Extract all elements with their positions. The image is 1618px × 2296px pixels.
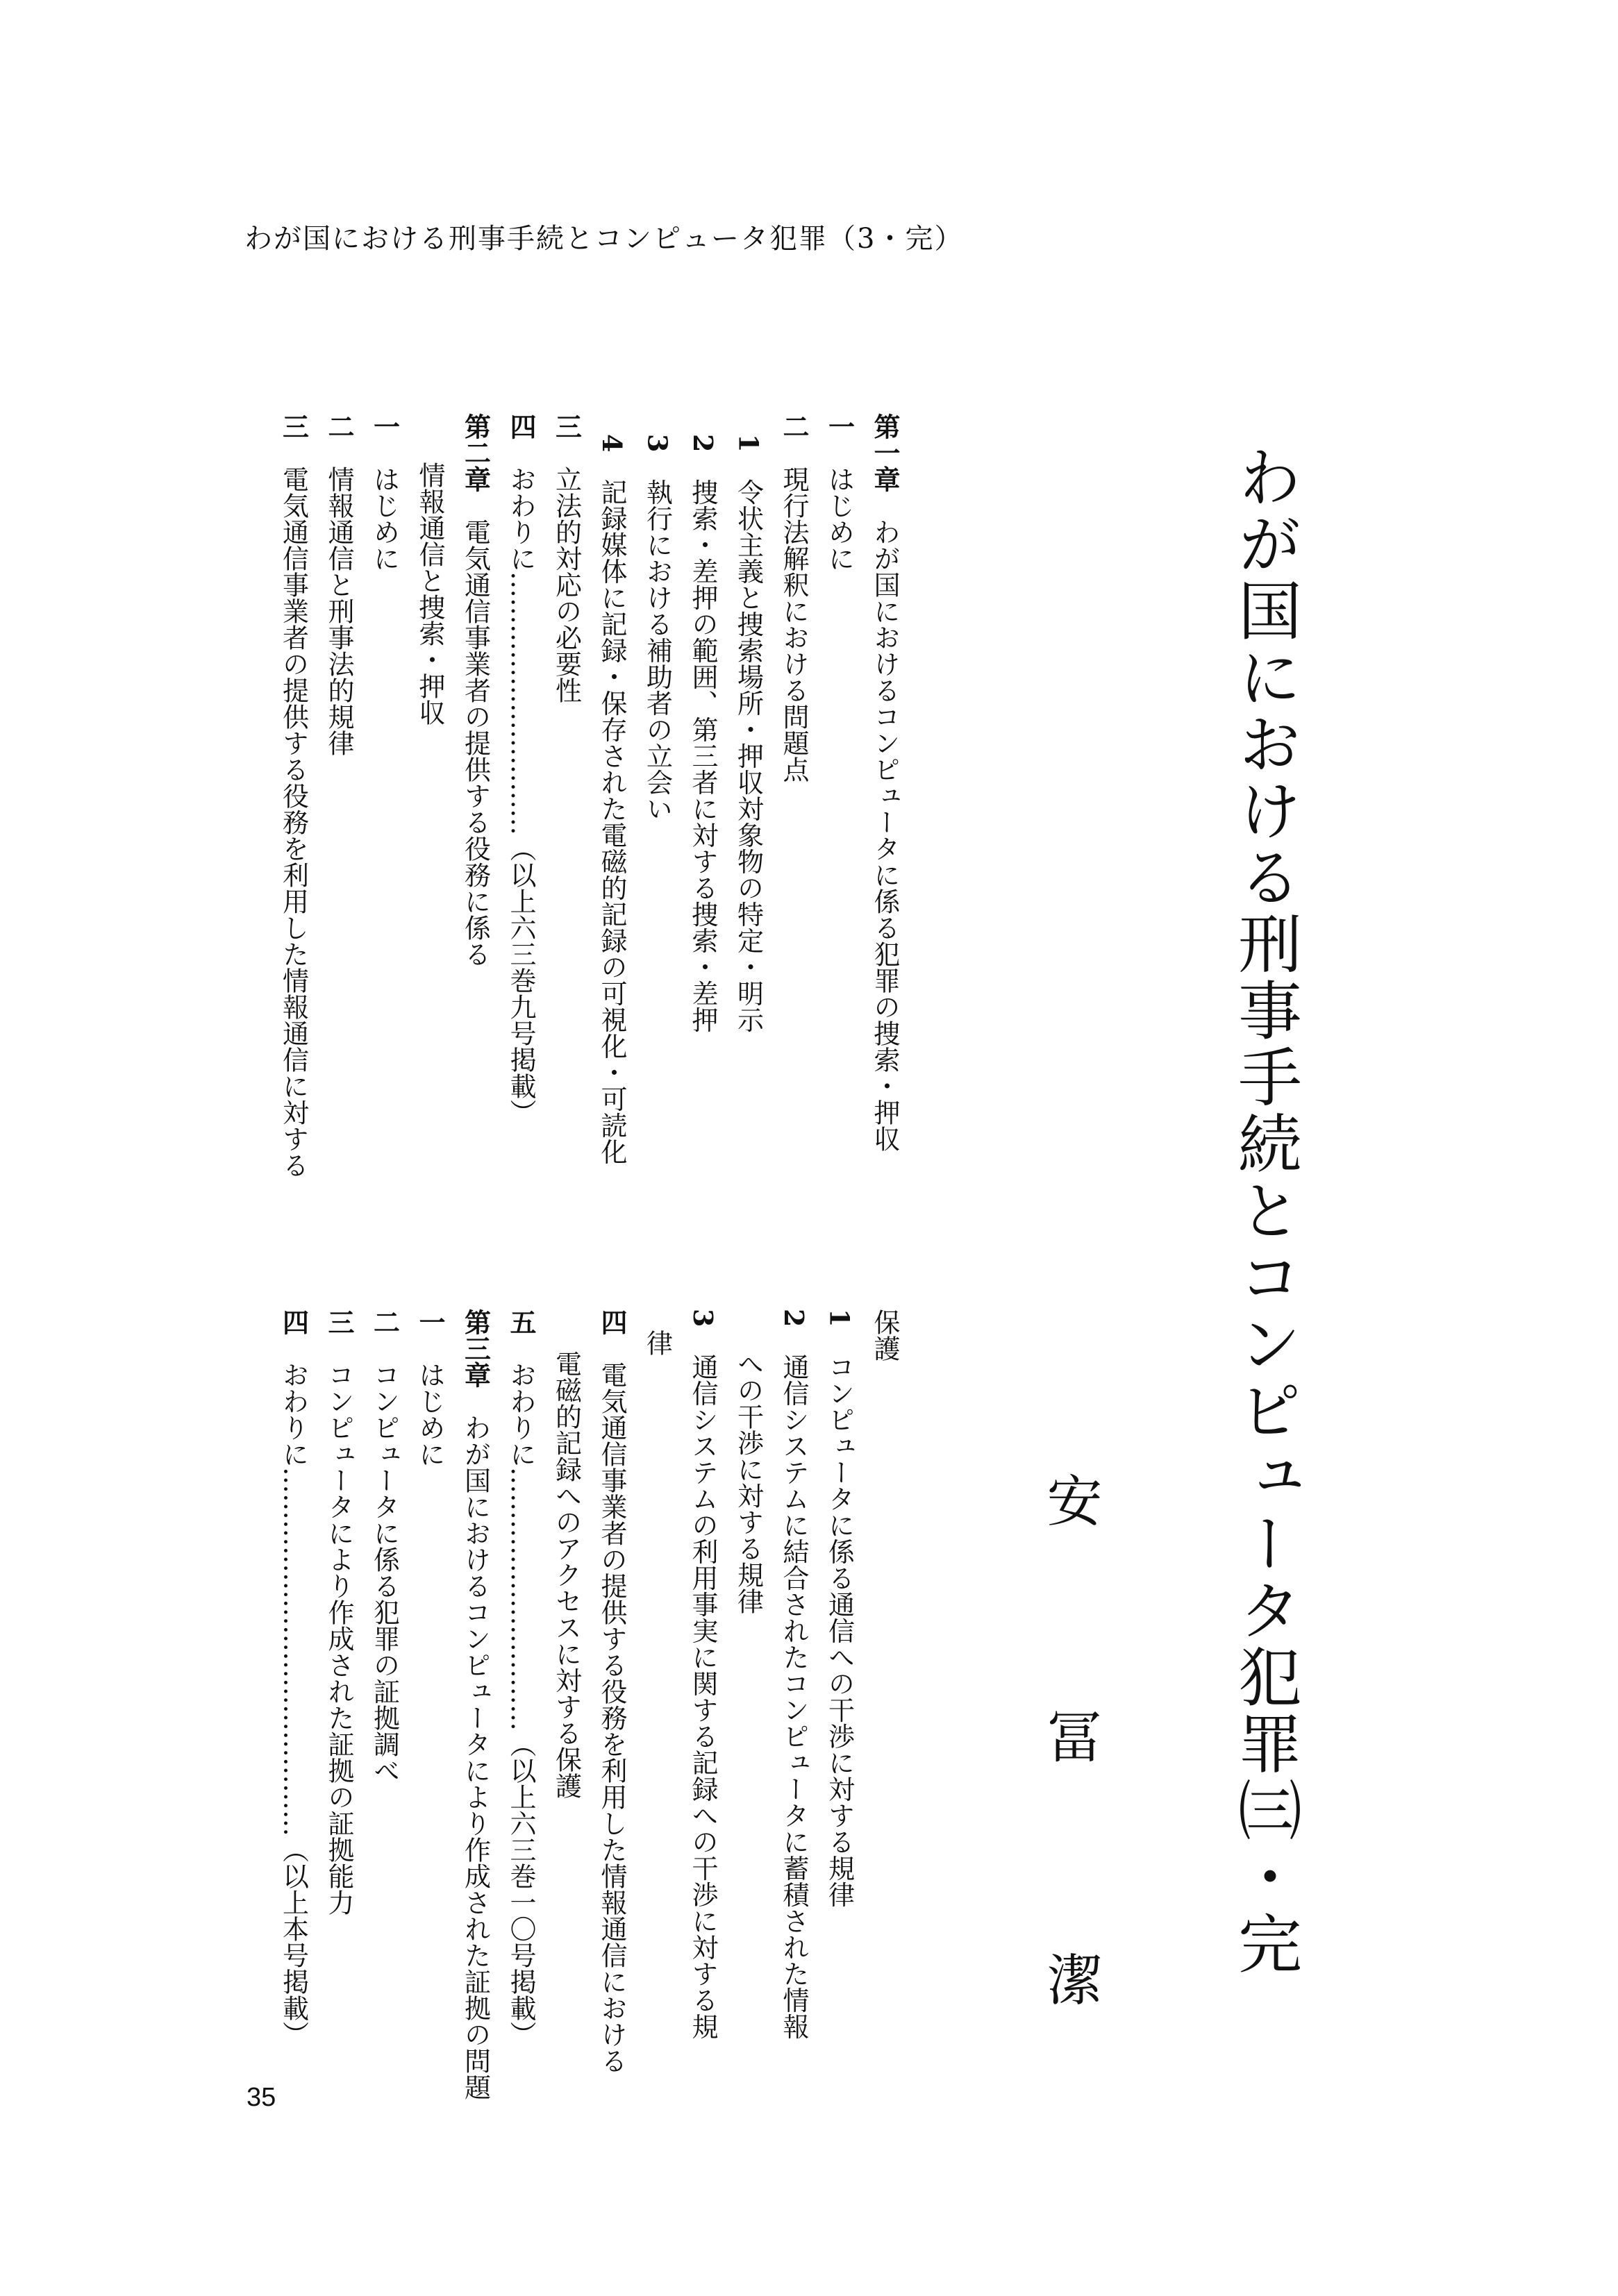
toc-entry-text: おわりに……………………………………（以上本号掲載） xyxy=(278,1361,309,2047)
toc-entry-text: 電気通信事業者の提供する役務を利用した情報通信に対する xyxy=(278,466,309,1178)
toc-entry-text: 情報通信と刑事法的規律 xyxy=(324,466,354,756)
toc-entry xyxy=(553,1350,580,1799)
toc-entry xyxy=(506,1309,537,2047)
toc-entry-text: わが国におけるコンピュータにより作成された証拠の問題 xyxy=(460,1414,491,2100)
toc-entry xyxy=(687,1309,719,2040)
toc-entry-number: 第三章 xyxy=(460,1309,492,1414)
toc-entry-number: 三 xyxy=(324,1309,355,1361)
toc-entry-text: 立法的対応の必要性 xyxy=(551,466,582,703)
toc-entry-number: 第一章 xyxy=(869,413,901,519)
toc-entry xyxy=(778,413,810,782)
toc-entry xyxy=(324,413,355,756)
toc-entry-number: 一 xyxy=(369,413,401,466)
toc-entry xyxy=(369,413,401,571)
toc-entry xyxy=(869,413,901,1152)
toc-entry-number: 五 xyxy=(506,1309,537,1361)
toc-entry xyxy=(278,413,310,1178)
article-title: わが国における刑事手続とコンピュータ犯罪㈢・完 xyxy=(1228,444,1302,1977)
toc-entry-number: 四 xyxy=(278,1309,310,1361)
toc-entry-number: 一 xyxy=(824,413,856,466)
toc-entry-text: 執行における補助者の立会い xyxy=(642,478,673,822)
toc-entry-number: 三 xyxy=(551,413,583,466)
author-char: 冨 xyxy=(1037,1708,1102,1763)
toc-entry-number: 1 xyxy=(824,1309,856,1354)
author-char: 安 xyxy=(1037,1472,1102,1527)
toc-entry-text: 律 xyxy=(642,1330,673,1356)
toc-entry-number: 二 xyxy=(324,413,355,466)
toc-entry-text: おわりに…………………………（以上六三巻九号掲載） xyxy=(506,466,536,1125)
toc-entry-text: 令状主義と捜索場所・押収対象物の特定・明示 xyxy=(733,478,764,1033)
toc-entry-number: 三 xyxy=(278,413,310,466)
toc-entry-text: 現行法解釈における問題点 xyxy=(778,466,809,782)
toc-entry xyxy=(642,434,674,822)
toc-entry-number: 1 xyxy=(733,434,765,479)
toc-entry-text: 通信システムの利用事実に関する記録への干渉に対する規 xyxy=(687,1353,718,2040)
toc-entry xyxy=(369,1309,401,1784)
toc-entry xyxy=(687,434,719,1033)
toc-entry-number: 二 xyxy=(778,413,810,466)
toc-entry-text: 保護 xyxy=(869,1309,900,1361)
toc-entry-number: 四 xyxy=(506,413,537,466)
toc-entry-number: 3 xyxy=(642,434,674,479)
toc-entry-text: はじめに xyxy=(824,466,855,571)
toc-entry xyxy=(417,462,443,726)
toc-entry xyxy=(871,1309,898,1361)
toc-entry-text: 通信システムに結合されたコンピュータに蓄積された情報 xyxy=(778,1353,809,2040)
page-number: 35 xyxy=(247,2083,276,2112)
toc-entry xyxy=(415,1309,446,1467)
toc-entry-text: はじめに xyxy=(369,466,400,571)
toc-entry-text: わが国におけるコンピュータに係る犯罪の捜索・押収 xyxy=(869,519,900,1152)
toc-entry xyxy=(597,1309,628,2074)
toc-entry-text: おわりに…………………………（以上六三巻一〇号掲載） xyxy=(506,1361,536,2047)
toc-entry xyxy=(824,1309,856,1908)
toc-entry-text: コンピュータに係る通信への干渉に対する規律 xyxy=(824,1353,855,1908)
toc-entry-number: 四 xyxy=(597,1309,628,1361)
toc-entry xyxy=(551,413,583,703)
toc-entry-number: 第二章 xyxy=(460,413,492,519)
toc-entry-number: 2 xyxy=(687,434,719,479)
toc-entry xyxy=(733,434,765,1033)
toc-entry xyxy=(735,1350,762,1614)
toc-entry-text: コンピュータにより作成された証拠の証拠能力 xyxy=(324,1361,354,1916)
author-name xyxy=(1037,1472,1102,2006)
toc-entry-text: 情報通信と捜索・押収 xyxy=(415,462,445,726)
toc-entry xyxy=(824,413,856,571)
toc-entry-text: はじめに xyxy=(415,1361,445,1467)
toc-entry-text: 電気通信事業者の提供する役務に係る xyxy=(460,519,491,967)
toc-entry-text: への干渉に対する規律 xyxy=(733,1350,764,1614)
toc-entry xyxy=(506,413,537,1125)
running-head: わが国における刑事手続とコンピュータ犯罪（3・完） xyxy=(244,223,964,255)
toc-entry-number: 一 xyxy=(415,1309,446,1361)
toc-entry xyxy=(778,1309,810,2040)
author-char: 潔 xyxy=(1037,1951,1102,2006)
toc-entry xyxy=(324,1309,355,1916)
toc-entry-number: 二 xyxy=(369,1309,401,1361)
toc-entry-text: 捜索・差押の範囲、第三者に対する捜索・差押 xyxy=(687,478,718,1033)
toc-entry-text: コンピュータに係る犯罪の証拠調べ xyxy=(369,1361,400,1784)
toc-entry-number: 4 xyxy=(597,434,628,479)
toc-entry-text: 電気通信事業者の提供する役務を利用した情報通信における xyxy=(597,1361,627,2074)
toc-entry-text: 電磁的記録へのアクセスに対する保護 xyxy=(551,1350,582,1799)
toc-entry xyxy=(278,1309,310,2047)
toc-entry xyxy=(597,434,628,1165)
toc-entry xyxy=(460,1309,492,2100)
toc-entry xyxy=(644,1330,671,1356)
toc-entry-text: 記録媒体に記録・保存された電磁的記録の可視化・可読化 xyxy=(597,478,627,1165)
toc-entry-number: 3 xyxy=(687,1309,719,1354)
toc-entry-number: 2 xyxy=(778,1309,810,1354)
toc-entry xyxy=(460,413,492,967)
